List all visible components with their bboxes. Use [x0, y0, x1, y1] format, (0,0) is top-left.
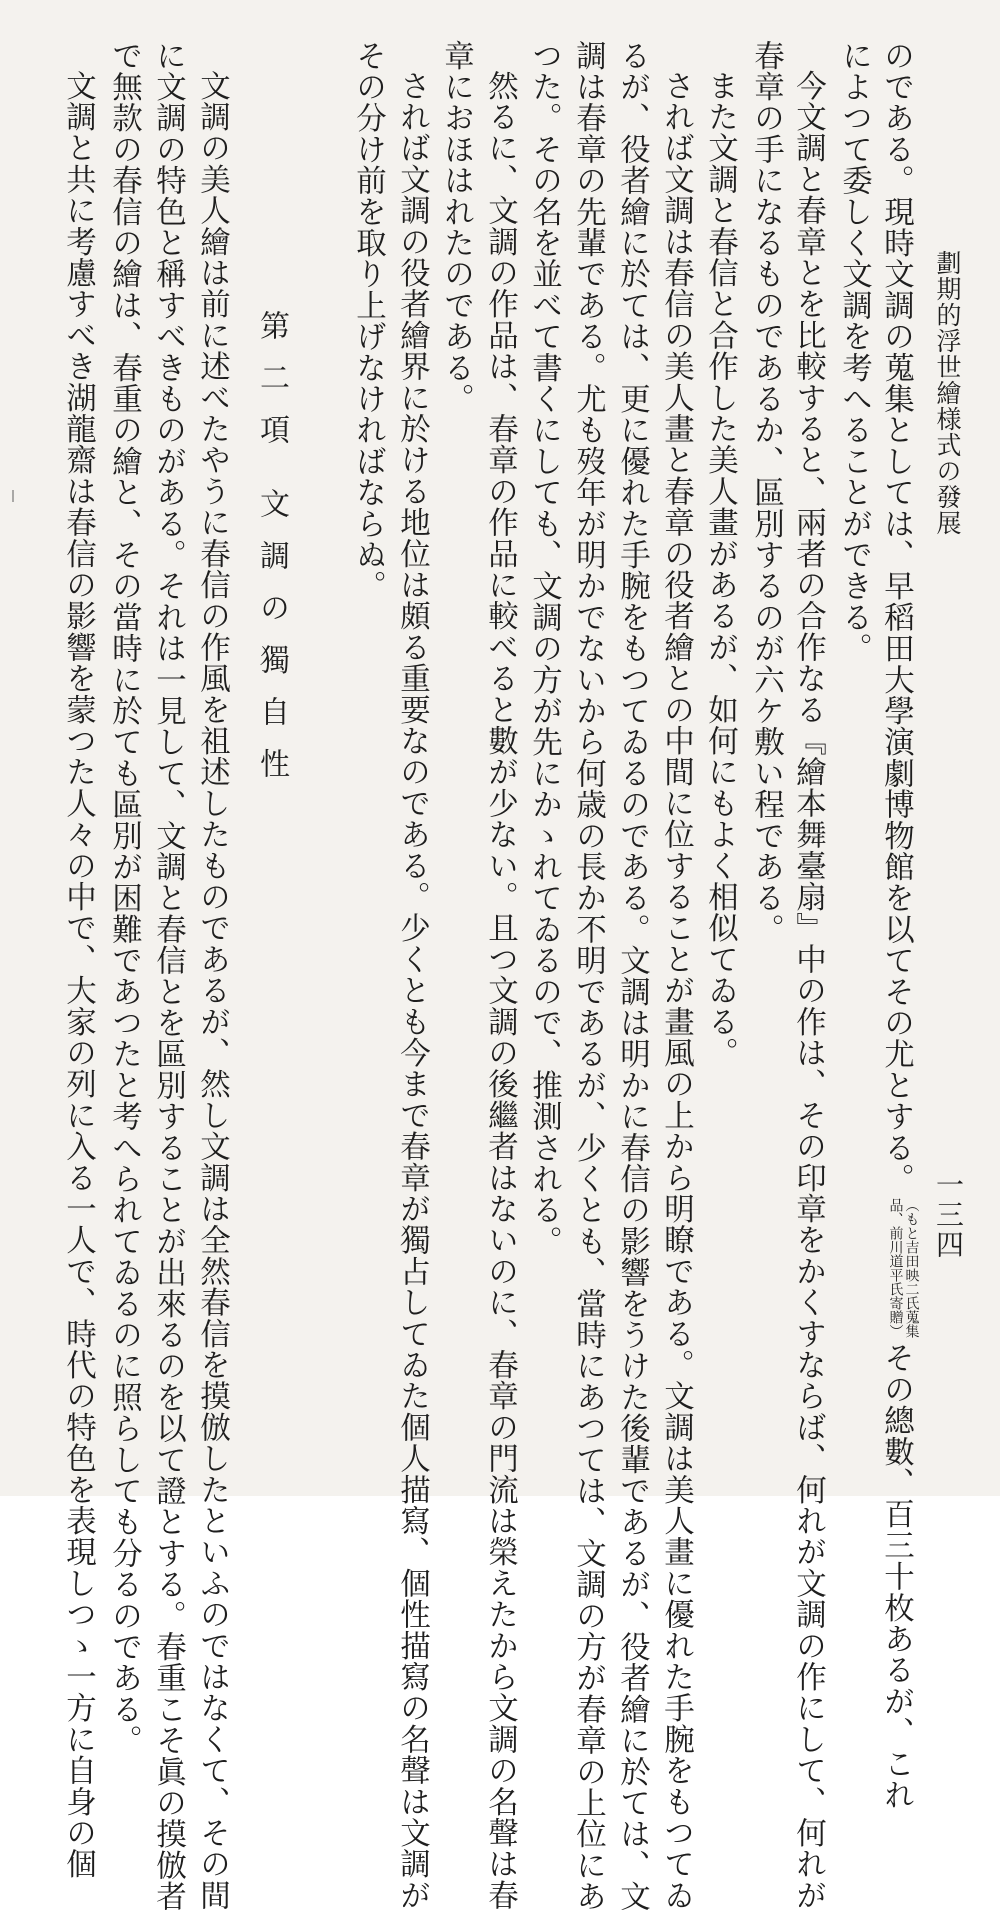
text-line: 文調と共に考慮すべき湖龍齋は春信の影響を蒙つた人々の中で、大家の列に入る一人で、時代の特色を表現しつゝ一方に自身の個: [60, 70, 96, 1880]
inline-note: （もと吉田映二氏蒐集品、前川道平氏寄贈）: [887, 1198, 920, 1339]
paper-mark: [12, 490, 14, 502]
section-title-char: の: [254, 592, 289, 644]
text-line: によつて委しく文調を考へることができる。: [836, 40, 872, 664]
section-title-char: 性: [254, 748, 289, 800]
text-line: されば文調の役者繪界に於ける地位は頗る重要なのである。少くとも今まで春章が獨占してゐた個人描寫、個性描寫の名聲は文調が: [394, 70, 430, 1911]
text-line: 春章の手になるものであるか、區別するのが六ケ敷い程である。: [748, 40, 784, 945]
text-segment: のである。現時文調の蒐集としては、早稻田大學演劇博物館を以てその尤とする。: [878, 40, 914, 1195]
section-title-char: 調: [254, 540, 289, 592]
text-segment: その總數、百三十枚あるが、これ: [878, 1342, 914, 1811]
text-line: に文調の特色と稱すべきものがある。それは一見して、文調と春信とを區別することが出來るのを以て證とする。春重こそ眞の摸倣者: [150, 40, 186, 1912]
text-line: また文調と春信と合作した美人畫があるが、如何にもよく相似てゐる。: [702, 70, 738, 1069]
section-title-char: 自: [254, 696, 289, 748]
text-line: 調は春章の先輩である。尤も歿年が明かでないから何歳の長か不明であるが、少くとも、當時にあつては、文調の方が春章の上位にあ: [570, 40, 606, 1912]
text-line: されば文調は春信の美人畫と春章の役者繪との中間に位することが畫風の上から明瞭である。文調は美人畫に優れた手腕をもつてゐ: [658, 70, 694, 1911]
text-line: その分け前を取り上げなければならぬ。: [350, 40, 386, 602]
text-line: つた。その名を並べて書くにしても、文調の方が先にかゝれてゐるので、推測される。: [526, 40, 562, 1257]
text-line: 章におほはれたのである。: [438, 40, 474, 415]
text-line: [880, 40, 920, 1810]
text-line: るが、役者繪に於ては、更に優れた手腕をもつてゐるのである。文調は明かに春信の影響をうけた後輩であるが、役者繪に於ては、文: [614, 40, 650, 1912]
section-heading: [254, 310, 289, 800]
section-title-char: 獨: [254, 644, 289, 696]
text-line: で無款の春信の繪は、春重の繪と、その當時に於ても區別が困難であつたと考へられてゐるのに照らしても分るのである。: [106, 40, 142, 1756]
text-line: 今文調と春章とを比較すると、兩者の合作なる『繪本舞臺扇』中の作は、その印章をかくすならば、何れが文調の作にして、何れが: [790, 70, 826, 1911]
running-title: 劃期的浮世繪様式の發展: [933, 250, 962, 536]
page-number: 一三四: [932, 1170, 965, 1260]
section-number: 第二項: [254, 310, 289, 466]
text-line: 文調の美人繪は前に述べたやうに春信の作風を祖述したものであるが、然し文調は全然春信を摸倣したといふのではなくて、その間: [194, 70, 230, 1911]
text-line: 然るに、文調の作品は、春章の作品に較べると數が少ない。且つ文調の後繼者はないのに、春章の門流は榮えたから文調の名聲は春: [482, 70, 518, 1911]
section-title-char: 文: [254, 488, 289, 540]
